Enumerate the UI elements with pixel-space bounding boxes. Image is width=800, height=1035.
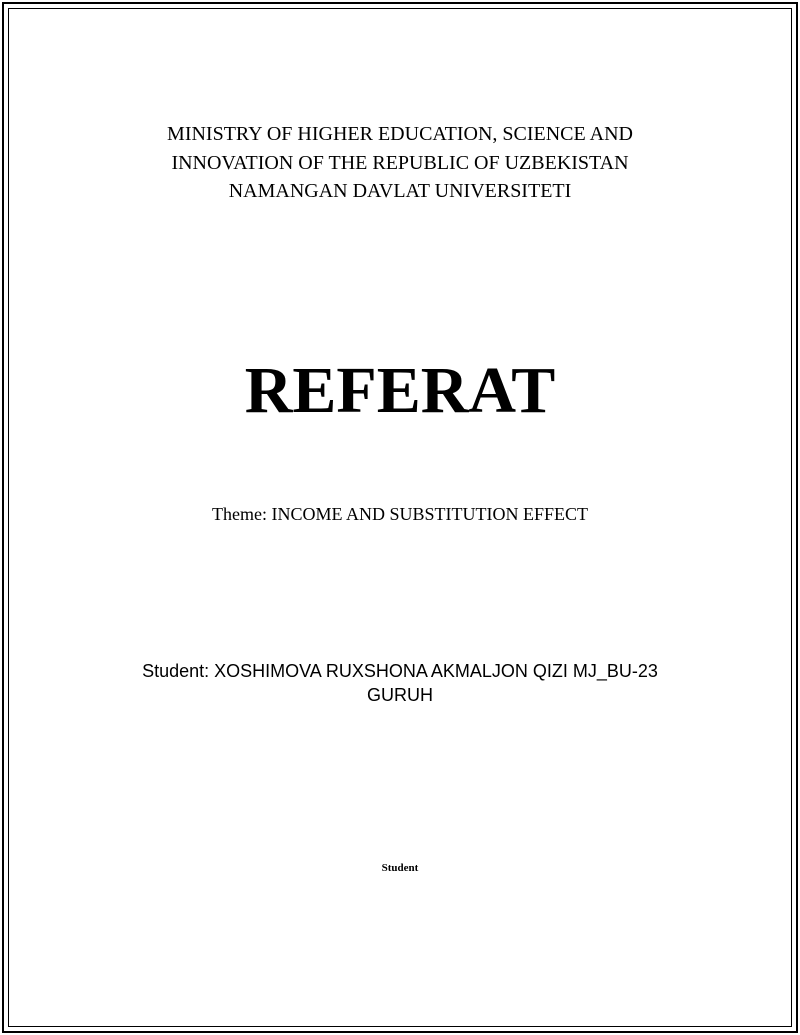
header-line-1: MINISTRY OF HIGHER EDUCATION, SCIENCE AND	[167, 123, 633, 145]
header-line-3: NAMANGAN DAVLAT UNIVERSITETI	[228, 180, 572, 202]
student-info	[0, 659, 800, 707]
student-line-2: GURUH	[367, 685, 433, 705]
theme-line: Theme: INCOME AND SUBSTITUTION EFFECT	[212, 504, 588, 524]
footer-student-label: Student	[381, 862, 419, 874]
header-line-2: INNOVATION OF THE REPUBLIC OF UZBEKISTAN	[171, 151, 629, 174]
student-line-1: Student: XOSHIMOVA RUXSHONA AKMALJON QIZI MJ_BU-23	[142, 661, 658, 681]
document-title: REFERAT	[244, 354, 556, 427]
institution-header	[0, 120, 800, 206]
